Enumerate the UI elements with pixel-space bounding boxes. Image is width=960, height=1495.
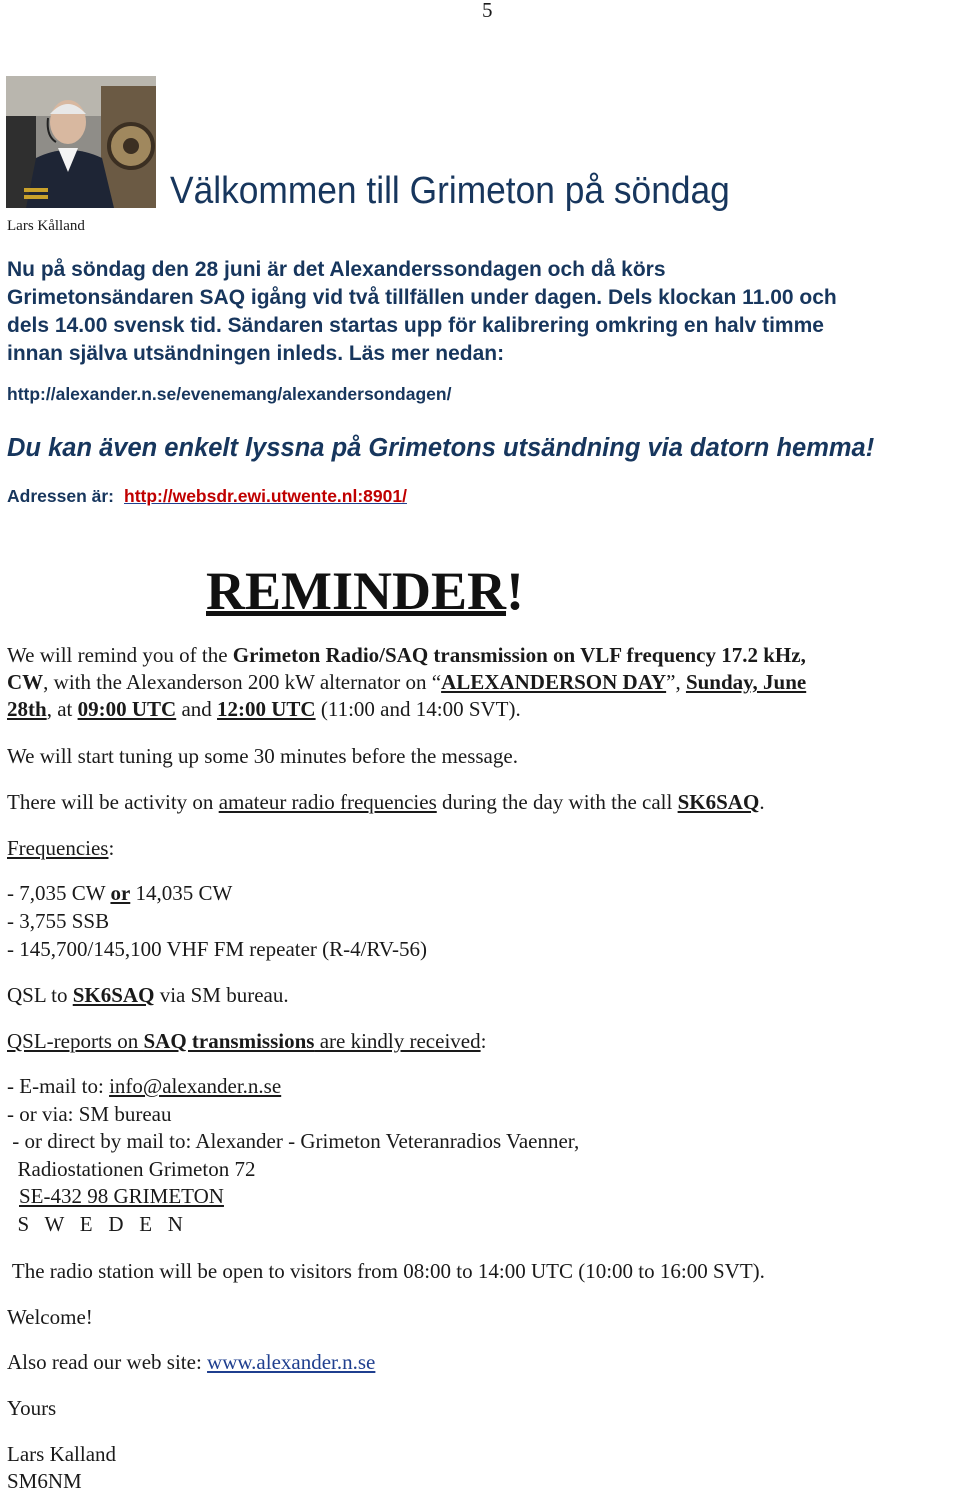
text-bold-underline: ALEXANDERSON DAY	[441, 670, 667, 694]
text: Also read our web site:	[7, 1350, 208, 1374]
text-underline: Frequencies	[7, 836, 109, 860]
text: :	[480, 1029, 487, 1053]
event-link[interactable]: http://alexander.n.se/evenemang/alexandersondagen/	[7, 384, 452, 404]
email-link[interactable]: info@alexander.n.se	[109, 1074, 282, 1098]
text-bold-underline: or	[110, 881, 131, 905]
photo-caption: Lars Kålland	[7, 218, 85, 234]
callsign: SK6SAQ	[677, 790, 760, 814]
text: , at	[46, 697, 78, 721]
website-link[interactable]: www.alexander.n.se	[207, 1350, 376, 1374]
frequency-item: - 3,755 SSB	[7, 909, 110, 933]
callsign: SK6SAQ	[72, 983, 155, 1007]
text-underline: QSL-reports on	[7, 1029, 144, 1053]
city-line	[19, 1183, 224, 1210]
text-underline: are kindly received	[314, 1029, 481, 1053]
text-bold-underline: 12:00 UTC	[217, 697, 316, 721]
text: We will remind you of the	[7, 643, 233, 667]
reminder-heading	[206, 560, 524, 622]
tuning-line: We will start tuning up some 30 minutes before the message.	[7, 744, 518, 768]
text: and	[176, 697, 218, 721]
text: during the day with the call	[436, 790, 678, 814]
websdr-link[interactable]: http://websdr.ewi.utwente.nl:8901/	[124, 486, 407, 506]
country-line: S W E D E N	[7, 1212, 183, 1236]
signature-callsign: SM6NM	[7, 1469, 82, 1493]
address-label: Adressen är:	[7, 486, 114, 506]
page-number: 5	[482, 0, 493, 22]
text: - 7,035 CW	[7, 881, 111, 905]
intro-paragraph	[7, 256, 957, 368]
text: - E-mail to:	[7, 1074, 110, 1098]
text-bold-underline: 28th	[7, 697, 47, 721]
intro-line: innan själva utsändningen inleds. Läs mer nedan:	[7, 342, 505, 365]
frequencies-label	[7, 835, 114, 862]
intro-line: dels 14.00 svensk tid. Sändaren startas upp för kalibrering omkring en halv timme	[7, 314, 824, 337]
page-title: Välkommen till Grimeton på söndag	[170, 170, 730, 212]
frequency-item: - 145,700/145,100 VHF FM repeater (R-4/RV-56)	[7, 937, 428, 961]
intro-line: Nu på söndag den 28 juni är det Alexanderssondagen och då körs	[7, 258, 666, 281]
text-underline: amateur radio frequencies	[218, 790, 437, 814]
text-bold: Grimeton Radio/SAQ transmission on VLF frequency 17.2 kHz,	[232, 643, 806, 667]
opening-hours: The radio station will be open to visitors from 08:00 to 14:00 UTC (10:00 to 16:00 SVT).	[7, 1259, 765, 1283]
address-line	[7, 486, 407, 507]
intro-line: Grimetonsändaren SAQ igång vid två tillfällen under dagen. Dels klockan 11.00 och	[7, 286, 837, 309]
qsl-line	[7, 982, 289, 1009]
signature-name: Lars Kalland	[7, 1442, 117, 1466]
text: 14,035 CW	[130, 881, 233, 905]
text-bold-underline: 09:00 UTC	[77, 697, 177, 721]
via-line: - or via: SM bureau	[7, 1102, 172, 1126]
portrait-photo	[6, 76, 156, 208]
street-line: Radiostationen Grimeton 72	[7, 1157, 256, 1181]
text: , with the Alexanderson 200 kW alternator on “	[43, 670, 442, 694]
website-line	[7, 1349, 375, 1376]
listen-heading: Du kan även enkelt lyssna på Grimetons utsändning via datorn hemma!	[7, 434, 875, 462]
text: via SM bureau.	[154, 983, 289, 1007]
reminder-paragraph	[7, 642, 957, 723]
text-bold: CW	[7, 670, 44, 694]
text: ”,	[666, 670, 686, 694]
text-bold-underline: Sunday, June	[685, 670, 807, 694]
closing: Yours	[7, 1396, 57, 1420]
text: There will be activity on	[7, 790, 219, 814]
direct-line: - or direct by mail to: Alexander - Grimeton Veteranradios Vaenner,	[7, 1129, 580, 1153]
reminder-mark: !	[506, 561, 524, 621]
welcome: Welcome!	[7, 1305, 93, 1329]
text: (11:00 and 14:00 SVT).	[315, 697, 521, 721]
frequency-item	[7, 880, 232, 907]
text-bold-underline: SAQ transmissions	[143, 1029, 315, 1053]
activity-line	[7, 789, 765, 816]
reports-line	[7, 1028, 486, 1055]
text: QSL to	[7, 983, 73, 1007]
text: .	[759, 790, 765, 814]
reminder-word: REMINDER	[206, 561, 507, 621]
text: :	[108, 836, 115, 860]
email-line	[7, 1073, 281, 1100]
text-underline: SE-432 98 GRIMETON	[19, 1184, 224, 1208]
